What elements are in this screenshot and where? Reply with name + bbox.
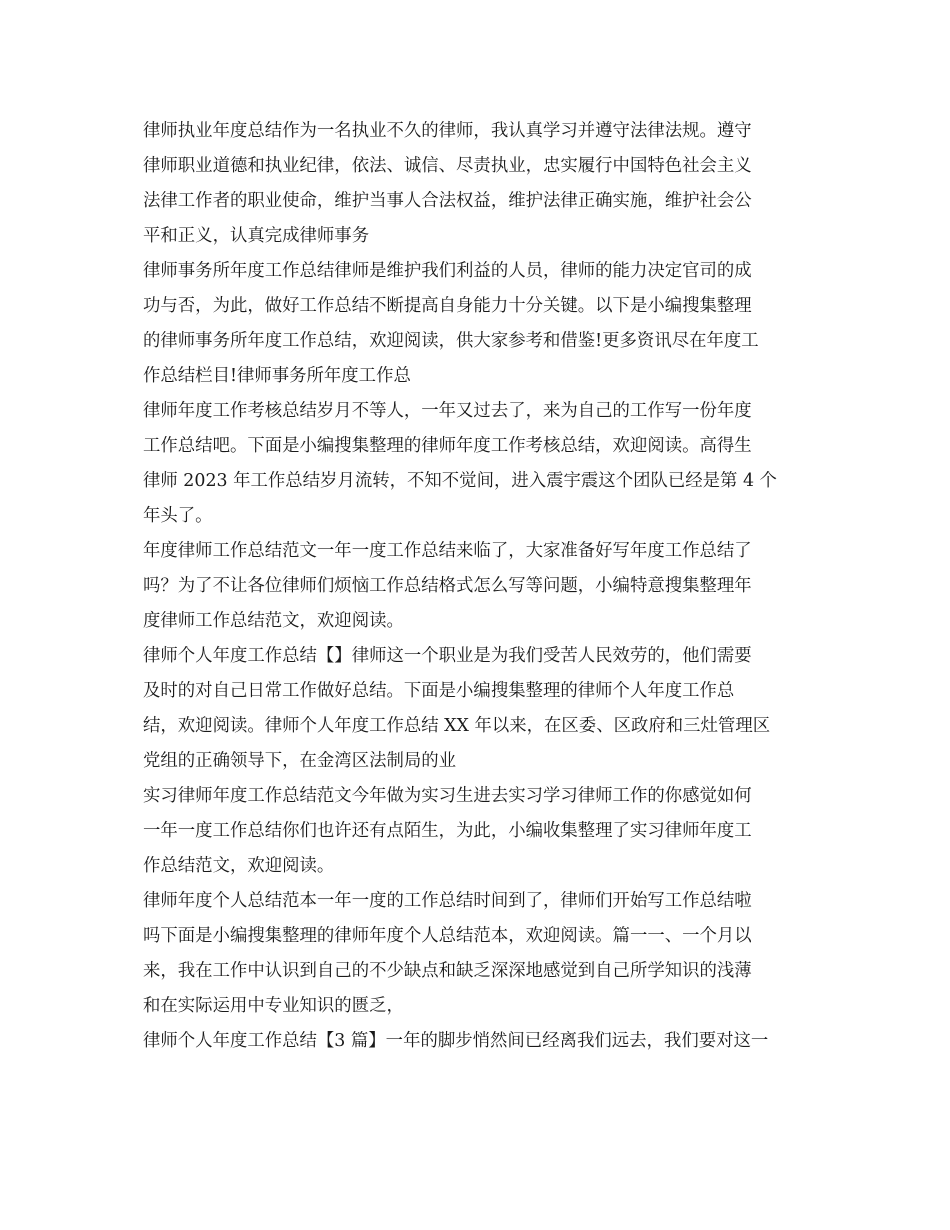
text-line: 律师个人年度工作总结【3 篇】一年的脚步悄然间已经离我们远去，我们要对这一 bbox=[143, 1031, 769, 1051]
text-line: 一年一度工作总结你们也许还有点陌生，为此，小编收集整理了实习律师年度工 bbox=[143, 821, 752, 841]
paragraph-lawyer-practice-summary bbox=[143, 114, 811, 254]
text-line: 律师年度工作考核总结岁月不等人，一年又过去了，来为自己的工作写一份年度 bbox=[143, 401, 752, 421]
text-line: 律师 2023 年工作总结岁月流转，不知不觉间，进入震宇震这个团队已经是第 4 个 bbox=[143, 471, 777, 491]
paragraph-personal-summary-template bbox=[143, 884, 811, 1024]
text-line: 和在实际运用中专业知识的匮乏， bbox=[143, 996, 404, 1016]
text-line: 吗下面是小编搜集整理的律师年度个人总结范本，欢迎阅读。篇一一、一个月以 bbox=[143, 926, 752, 946]
paragraph-three-articles-summary bbox=[143, 1024, 811, 1059]
text-line: 及时的对自己日常工作做好总结。下面是小编搜集整理的律师个人年度工作总 bbox=[143, 681, 735, 701]
text-line: 的律师事务所年度工作总结，欢迎阅读，供大家参考和借鉴!更多资讯尽在年度工 bbox=[143, 331, 759, 351]
paragraph-intern-annual-summary bbox=[143, 779, 811, 884]
text-line: 来，我在工作中认识到自己的不少缺点和缺乏深深地感觉到自己所学知识的浅薄 bbox=[143, 961, 752, 981]
document-body bbox=[143, 114, 811, 1059]
paragraph-personal-annual-summary bbox=[143, 639, 811, 779]
paragraph-summary-sample-essay bbox=[143, 534, 811, 639]
text-line: 律师个人年度工作总结【】律师这一个职业是为我们受苦人民效劳的，他们需要 bbox=[143, 646, 752, 666]
text-line: 结，欢迎阅读。律师个人年度工作总结 XX 年以来，在区委、区政府和三灶管理区 bbox=[143, 716, 771, 736]
text-line: 平和正义，认真完成律师事务 bbox=[143, 226, 370, 246]
text-line: 律师职业道德和执业纪律，依法、诚信、尽责执业，忠实履行中国特色社会主义 bbox=[143, 156, 752, 176]
text-line: 党组的正确领导下，在金湾区法制局的业 bbox=[143, 751, 457, 771]
text-line: 功与否，为此，做好工作总结不断提高自身能力十分关键。以下是小编搜集整理 bbox=[143, 296, 752, 316]
text-line: 法律工作者的职业使命，维护当事人合法权益，维护法律正确实施，维护社会公 bbox=[143, 191, 752, 211]
text-line: 律师执业年度总结作为一名执业不久的律师，我认真学习并遵守法律法规。遵守 bbox=[143, 121, 752, 141]
text-line: 律师年度个人总结范本一年一度的工作总结时间到了，律师们开始写工作总结啦 bbox=[143, 891, 752, 911]
text-line: 工作总结吧。下面是小编搜集整理的律师年度工作考核总结，欢迎阅读。高得生 bbox=[143, 436, 752, 456]
paragraph-law-firm-annual-summary bbox=[143, 254, 811, 394]
paragraph-annual-assessment-summary bbox=[143, 394, 811, 534]
text-line: 作总结栏目!律师事务所年度工作总 bbox=[143, 366, 411, 386]
text-line: 实习律师年度工作总结范文今年做为实习生进去实习学习律师工作的你感觉如何 bbox=[143, 786, 752, 806]
text-line: 年度律师工作总结范文一年一度工作总结来临了，大家准备好写年度工作总结了 bbox=[143, 541, 752, 561]
text-line: 作总结范文，欢迎阅读。 bbox=[143, 856, 335, 876]
text-line: 律师事务所年度工作总结律师是维护我们利益的人员，律师的能力决定官司的成 bbox=[143, 261, 752, 281]
text-line: 年头了。 bbox=[143, 506, 213, 526]
text-line: 度律师工作总结范文，欢迎阅读。 bbox=[143, 611, 404, 631]
text-line: 吗？为了不让各位律师们烦恼工作总结格式怎么写等问题，小编特意搜集整理年 bbox=[143, 576, 752, 596]
